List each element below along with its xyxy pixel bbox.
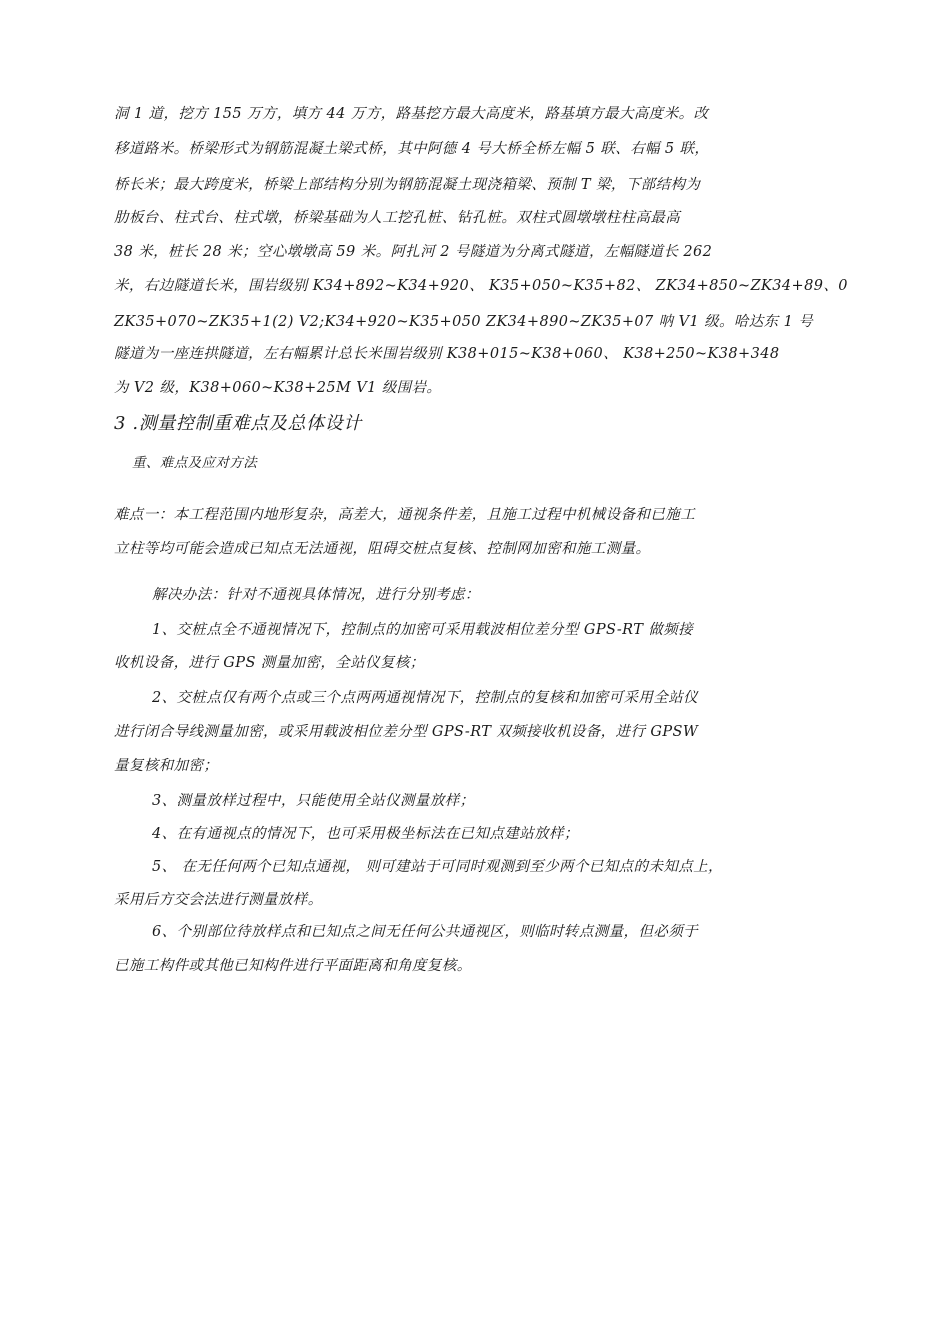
paragraph-line: 洞 1 道，挖方 155 万方，填方 44 万方，路基挖方最大高度米，路基填方最大高度米。改 (114, 106, 709, 122)
paragraph-line: ZK35+070~ZK35+1(2) V2;K34+920~K35+050 ZK34+890~ZK35+07 呐 V1 级。哈达东 1 号 (114, 314, 814, 330)
paragraph-line: 移道路米。桥梁形式为钢筋混凝土梁式桥，其中阿德 4 号大桥全桥左幅 5 联、右幅 5 联， (114, 141, 710, 157)
paragraph-line: 桥长米；最大跨度米，桥梁上部结构分别为钢筋混凝土现浇箱梁、预制 T 梁，下部结构为 (114, 177, 701, 193)
solution-item-line: 采用后方交会法进行测量放样。 (114, 892, 323, 908)
section-heading: 3 .测量控制重难点及总体设计 (114, 413, 362, 434)
paragraph-line: 38 米，桩长 28 米；空心墩墩高 59 米。阿扎河 2 号隧道为分离式隧道，左幅隧道长 262 (114, 244, 713, 260)
solution-item-line: 5、 在无任何两个已知点通视， 则可建站于可同时观测到至少两个已知点的未知点上， (152, 859, 723, 875)
solution-item-line: 3、测量放样过程中，只能使用全站仪测量放样； (152, 793, 475, 809)
solution-item-line: 已施工构件或其他已知构件进行平面距离和角度复核。 (114, 958, 472, 974)
solution-item-line: 6、个别部位待放样点和已知点之间无任何公共通视区，则临时转点测量，但必须于 (152, 924, 699, 940)
difficulty-line: 立柱等均可能会造成已知点无法通视，阻碍交桩点复核、控制网加密和施工测量。 (114, 541, 651, 557)
solution-item-line: 量复核和加密； (114, 758, 219, 774)
solution-intro: 解决办法：针对不通视具体情况，进行分别考虑： (152, 587, 480, 603)
paragraph-line: 为 V2 级，K38+060~K38+25M V1 级围岩。 (114, 380, 442, 396)
solution-item-line: 进行闭合导线测量加密，或采用载波相位差分型 GPS-RT 双频接收机设备，进行 GPSW (114, 724, 699, 740)
difficulty-line: 难点一：本工程范围内地形复杂，高差大，通视条件差，且施工过程中机械设备和已施工 (114, 507, 696, 523)
paragraph-line: 隧道为一座连拱隧道，左右幅累计总长米围岩级别 K38+015~K38+060、 K38+250~K38+348 (114, 346, 780, 362)
solution-item-line: 4、在有通视点的情况下，也可采用极坐标法在已知点建站放样； (152, 826, 579, 842)
solution-item-line: 2、交桩点仅有两个点或三个点两两通视情况下，控制点的复核和加密可采用全站仪 (152, 690, 699, 706)
subheading: 重、难点及应对方法 (132, 455, 258, 471)
paragraph-line: 米，右边隧道长米，围岩级别 K34+892~K34+920、 K35+050~K35+82、 ZK34+850~ZK34+89、0 (114, 278, 848, 294)
solution-item-line: 收机设备，进行 GPS 测量加密，全站仪复核； (114, 655, 425, 671)
paragraph-line: 肋板台、柱式台、柱式墩，桥梁基础为人工挖孔桩、钻孔桩。双柱式圆墩墩柱柱高最高 (114, 210, 681, 226)
solution-item-line: 1、交桩点全不通视情况下，控制点的加密可采用载波相位差分型 GPS-RT 做频接 (152, 622, 693, 638)
